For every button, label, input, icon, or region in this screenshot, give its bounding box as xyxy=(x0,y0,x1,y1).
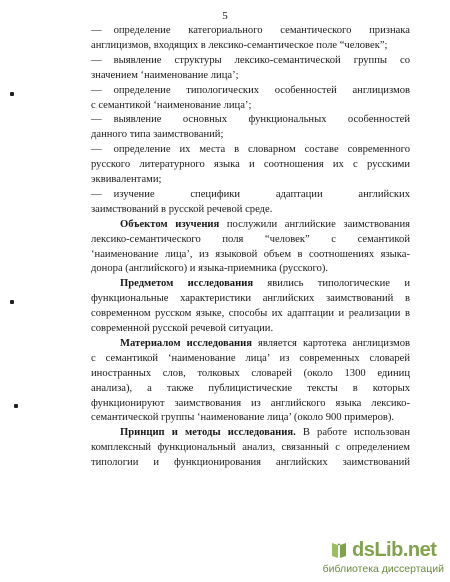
bullet-text: определение категориального семантического признака xyxy=(113,25,410,36)
bullet-line xyxy=(91,188,410,202)
section-line: функциональные характеристики английских заимствований в xyxy=(91,293,410,305)
section-heading: Объектом изучения xyxy=(120,218,220,230)
section-text: В работе использован xyxy=(295,427,410,439)
watermark xyxy=(316,538,444,578)
book-icon xyxy=(330,540,348,560)
page-number: 5 xyxy=(222,10,228,22)
section-line: современной русской речевой ситуации. xyxy=(91,323,274,334)
scan-mark xyxy=(10,300,14,304)
section-heading: Предметом исследования xyxy=(120,278,254,290)
section-line: комплексный функциональный анализ, связанный с определением xyxy=(91,442,410,454)
bullet-text: определение их места в словарном составе современного xyxy=(113,144,410,156)
bullet-line: заимствований в русской речевой среде. xyxy=(91,203,273,215)
section-heading: Принцип и методы исследования. xyxy=(120,427,296,439)
bullet-line xyxy=(91,24,410,38)
bullet-dash: — xyxy=(91,144,102,156)
section-line: иностранных слов, толковых словарей (около 1300 единиц xyxy=(91,367,410,379)
bullet-dash: — xyxy=(91,188,102,200)
section-line: функционируют заимствования из английского языка лексико- xyxy=(91,397,410,409)
bullet-text: выявление структуры лексико-семантической группы со xyxy=(113,54,410,66)
bullet-line: англицизмов, входящих в лексико-семантическое поле “человек”; xyxy=(91,39,388,51)
section-text: является картотека англицизмов xyxy=(251,337,411,349)
section-heading: Материалом исследования xyxy=(120,337,252,349)
bullet-line: эквивалентами; xyxy=(91,174,162,185)
section-line: анализа), а также публицистические тексты в которых xyxy=(91,382,410,394)
bullet-dash: — xyxy=(91,114,102,126)
section-line: лексико-семантического поля “человек” с семантикой xyxy=(91,233,410,245)
bullet-line: с семантикой ‘наименование лица’; xyxy=(91,99,252,111)
watermark-brand: dsLib.net xyxy=(352,538,437,561)
bullet-line xyxy=(91,54,410,68)
section-first-line xyxy=(120,337,410,351)
bullet-dash: — xyxy=(91,84,102,96)
section-line: с семантикой ‘наименование лица’ из современных словарей xyxy=(91,352,410,364)
section-first-line xyxy=(120,277,410,291)
bullet-line: значением ‘наименование лица’; xyxy=(91,69,239,81)
bullet-text: выявление основных функциональных особенностей xyxy=(113,114,410,126)
section-line: типологии и функционирования английских заимствований xyxy=(91,457,410,469)
bullet-line xyxy=(91,113,410,127)
section-first-line xyxy=(120,426,410,440)
section-line: донора (английского) и языка-приемника (русского). xyxy=(91,263,329,275)
section-text: явились типологические и xyxy=(253,278,410,290)
watermark-caption: библиотека диссертаций xyxy=(322,563,444,575)
bullet-line: данного типа заимствований; xyxy=(91,129,224,141)
section-line: современном русском языке, способы их адаптации и реализации в xyxy=(91,308,410,320)
section-line: семантической группы ‘наименование лица’ (около 900 примеров). xyxy=(91,412,395,424)
bullet-dash: — xyxy=(91,25,102,36)
bullet-text: изучение специфики адаптации английских xyxy=(113,188,410,200)
bullet-line: русского литературного языка и соотношения их с русскими xyxy=(91,159,410,171)
scan-mark xyxy=(10,92,14,96)
bullet-line xyxy=(91,143,410,157)
bullet-dash: — xyxy=(91,54,102,66)
scan-mark xyxy=(14,404,18,408)
section-line: ‘наименование лица’, из языковой объем в соотношениях языка- xyxy=(91,248,410,260)
section-first-line xyxy=(120,218,410,232)
section-text: послужили английские заимствования xyxy=(219,218,410,230)
bullet-text: определение типологических особенностей англицизмов xyxy=(113,84,410,96)
bullet-line xyxy=(91,84,410,98)
